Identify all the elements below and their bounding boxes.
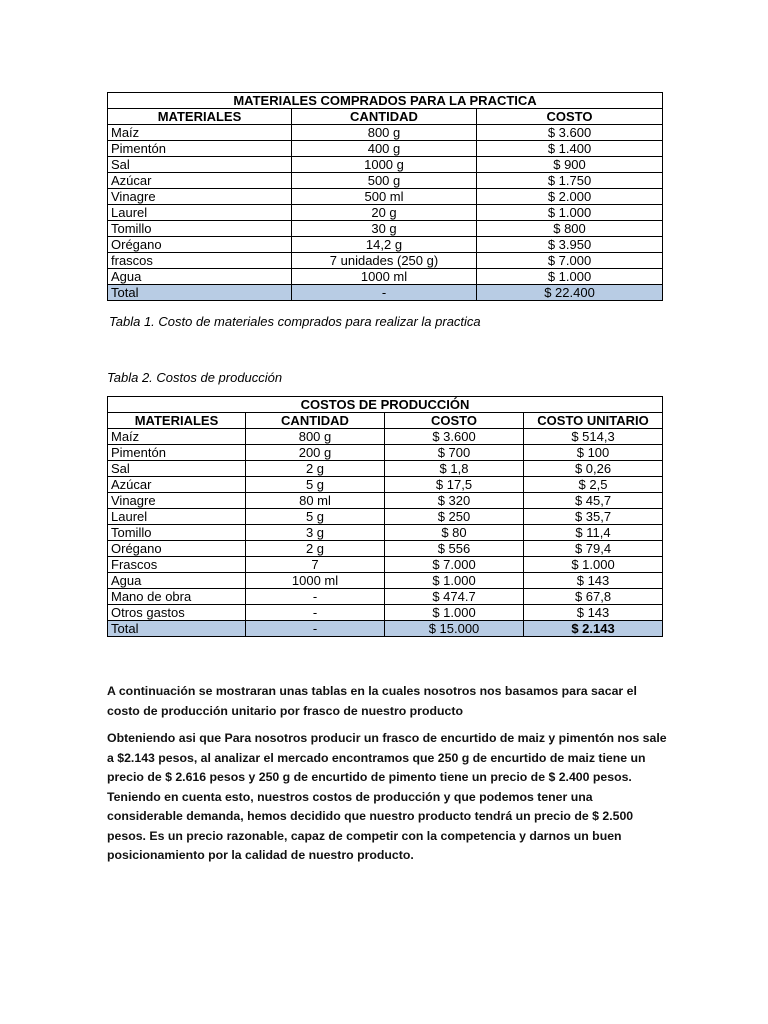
table-cell: $ 79,4 [524, 541, 663, 557]
table-cell: $ 1.000 [477, 205, 663, 221]
total-cell: $ 2.143 [524, 621, 663, 637]
table1-header-row [108, 109, 663, 125]
table2-header-cell: MATERIALES [108, 413, 246, 429]
table-row [108, 557, 663, 573]
total-row [108, 621, 663, 637]
table-cell: 30 g [292, 221, 477, 237]
table-cell: Sal [108, 157, 292, 173]
table-cell: 1000 g [292, 157, 477, 173]
table-cell: $ 80 [385, 525, 524, 541]
table-cell: $ 1.000 [385, 605, 524, 621]
table-cell: $ 320 [385, 493, 524, 509]
table-row [108, 237, 663, 253]
table-cell: frascos [108, 253, 292, 269]
table-cell: 200 g [246, 445, 385, 461]
table-row [108, 173, 663, 189]
table1-title: MATERIALES COMPRADOS PARA LA PRACTICA [108, 93, 663, 109]
table-cell: 800 g [246, 429, 385, 445]
production-costs-table [107, 396, 663, 637]
table-cell: $ 1.400 [477, 141, 663, 157]
table1-header-cell: MATERIALES [108, 109, 292, 125]
table-cell: Azúcar [108, 477, 246, 493]
table-cell: $ 1,8 [385, 461, 524, 477]
table1-header-cell: CANTIDAD [292, 109, 477, 125]
table-cell: 800 g [292, 125, 477, 141]
table-cell: Otros gastos [108, 605, 246, 621]
table-cell: Frascos [108, 557, 246, 573]
table-cell: $ 143 [524, 573, 663, 589]
table-cell: Maíz [108, 125, 292, 141]
table2-title: COSTOS DE PRODUCCIÓN [108, 397, 663, 413]
table-cell: 400 g [292, 141, 477, 157]
table-row [108, 141, 663, 157]
table-cell: 20 g [292, 205, 477, 221]
table-cell: $ 3.600 [477, 125, 663, 141]
total-cell: - [246, 621, 385, 637]
table-cell: $ 514,3 [524, 429, 663, 445]
table-cell: 1000 ml [292, 269, 477, 285]
table-cell: 14,2 g [292, 237, 477, 253]
table-row [108, 253, 663, 269]
table-cell: 5 g [246, 477, 385, 493]
table-cell: 2 g [246, 461, 385, 477]
table-cell: 1000 ml [246, 573, 385, 589]
table-cell: 2 g [246, 541, 385, 557]
table-cell: Laurel [108, 205, 292, 221]
table-cell: $ 700 [385, 445, 524, 461]
table-cell: $ 3.950 [477, 237, 663, 253]
table-cell: $ 67,8 [524, 589, 663, 605]
table-cell: $ 1.000 [477, 269, 663, 285]
table-row [108, 541, 663, 557]
table-cell: Orégano [108, 237, 292, 253]
table2-header-cell: COSTO [385, 413, 524, 429]
table-row [108, 221, 663, 237]
table-cell: $ 1.000 [385, 573, 524, 589]
table-cell: Maíz [108, 429, 246, 445]
table-cell: Agua [108, 269, 292, 285]
total-cell: $ 15.000 [385, 621, 524, 637]
conclusion-paragraph: Obteniendo asi que Para nosotros producir un frasco de encurtido de maiz y pimentón nos sale a $2.143 pesos, al analizar el mercado encontramos que 250 g de encurtido de maiz tiene un precio de $ 2.616 pesos y 250 g de encurtido de pimento tiene un precio de $ 2.400 pesos. Teniendo en cuenta esto, nuestros costos de producción y que podemos tener una considerable demanda, hemos decidido que nuestro producto tendrá un precio de $ 2.500 pesos. Es un precio razonable, capaz de competir con la competencia y darnos un buen posicionamiento por la calidad de nuestro producto. [107, 731, 667, 862]
table2-header-row [108, 413, 663, 429]
table-cell: $ 7.000 [385, 557, 524, 573]
table-cell: $ 900 [477, 157, 663, 173]
table-row [108, 509, 663, 525]
table-cell: Sal [108, 461, 246, 477]
table-cell: Laurel [108, 509, 246, 525]
intro-paragraph: A continuación se mostraran unas tablas en la cuales nosotros nos basamos para sacar el costo de producción unitario por frasco de nuestro producto [107, 684, 637, 718]
table1-caption: Tabla 1. Costo de materiales comprados para realizar la practica [109, 314, 481, 329]
table-cell: Pimentón [108, 141, 292, 157]
table-cell: $ 800 [477, 221, 663, 237]
table-cell: - [246, 589, 385, 605]
table-row [108, 429, 663, 445]
total-row [108, 285, 663, 301]
table-cell: 500 ml [292, 189, 477, 205]
table-row [108, 573, 663, 589]
table-cell: $ 0,26 [524, 461, 663, 477]
table-row [108, 525, 663, 541]
table-cell: $ 1.750 [477, 173, 663, 189]
table-cell: $ 3.600 [385, 429, 524, 445]
table2-caption: Tabla 2. Costos de producción [107, 370, 283, 385]
table-row [108, 157, 663, 173]
table-cell: 7 unidades (250 g) [292, 253, 477, 269]
table-cell: $ 100 [524, 445, 663, 461]
table-cell: Pimentón [108, 445, 246, 461]
table-row [108, 605, 663, 621]
table-cell: Tomillo [108, 525, 246, 541]
table-cell: Azúcar [108, 173, 292, 189]
table-row [108, 125, 663, 141]
table2-header-cell: CANTIDAD [246, 413, 385, 429]
table-cell: 500 g [292, 173, 477, 189]
table-row [108, 269, 663, 285]
table-row [108, 493, 663, 509]
table-row [108, 205, 663, 221]
table-cell: $ 250 [385, 509, 524, 525]
table-row [108, 461, 663, 477]
table-cell: $ 45,7 [524, 493, 663, 509]
table-cell: Vinagre [108, 493, 246, 509]
total-cell: $ 22.400 [477, 285, 663, 301]
table-cell: 3 g [246, 525, 385, 541]
table-cell: $ 1.000 [524, 557, 663, 573]
table-row [108, 589, 663, 605]
table-cell: - [246, 605, 385, 621]
table2-header-cell: COSTO UNITARIO [524, 413, 663, 429]
table-cell: Orégano [108, 541, 246, 557]
table-cell: $ 7.000 [477, 253, 663, 269]
total-cell: Total [108, 621, 246, 637]
table-cell: $ 556 [385, 541, 524, 557]
table-cell: $ 2.000 [477, 189, 663, 205]
table-cell: Tomillo [108, 221, 292, 237]
table-cell: $ 474.7 [385, 589, 524, 605]
materials-purchased-table [107, 92, 663, 301]
table-cell: Mano de obra [108, 589, 246, 605]
table-cell: Vinagre [108, 189, 292, 205]
table-row [108, 445, 663, 461]
total-cell: Total [108, 285, 292, 301]
table-cell: Agua [108, 573, 246, 589]
table-cell: 7 [246, 557, 385, 573]
table-cell: 80 ml [246, 493, 385, 509]
table1-header-cell: COSTO [477, 109, 663, 125]
table-cell: $ 17,5 [385, 477, 524, 493]
table-cell: $ 11,4 [524, 525, 663, 541]
table-cell: $ 35,7 [524, 509, 663, 525]
table-cell: $ 2,5 [524, 477, 663, 493]
table-row [108, 477, 663, 493]
total-cell: - [292, 285, 477, 301]
table-row [108, 189, 663, 205]
table-cell: 5 g [246, 509, 385, 525]
table-cell: $ 143 [524, 605, 663, 621]
